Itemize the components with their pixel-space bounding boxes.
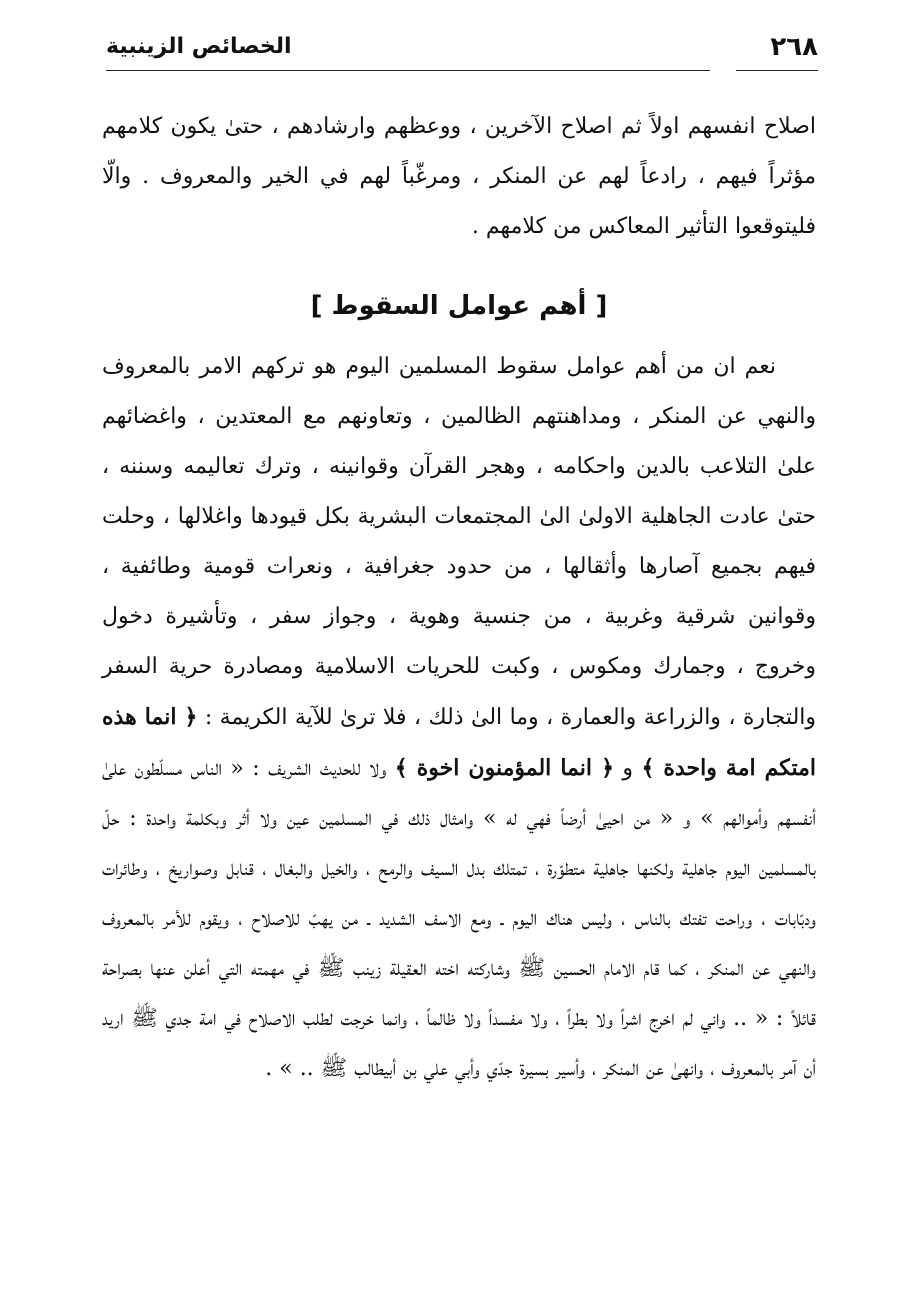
quran-verse-1: ﴿ انما هذه امتكم امة واحدة ﴾ — [102, 704, 816, 781]
body-text-part2: ولا للحديث الشريف : « الناس مسلّطون علىٰ أنفسهم وأموالهم » و « من احيىٰ أرضاً فهي له » وامثال ذلك في المسلمين عين ولا أثر وبكلمة واحدة : حلّ بالمسلمين اليوم جاهلية ولكنها جاهلية متطوّرة ، تمتلك بدل السيف والرمح ، والخيل والبغال ، قنابل وصواريخ ، وطائرات ودبّابات ، وراحت تفتك بالناس ، وليس هناك اليوم ـ ومع الاسف الشديد ـ من يهبّ للاصلاح ، ويقوم للأمر بالمعروف والنهي عن المنكر ، كما قام الامام الحسين ﷺ وشاركته اخته العقيلة زينب ﷺ في مهمته التي أعلن عنها بصراحة قائلاً : « .. واني لم اخرج اشراً ولا بطراً ، ولا مفسداً ولا ظالماً ، وانما خرجت لطلب الاصلاح في امة جدي ﷺ اريد أن آمر بالمعروف ، وانهىٰ عن المنكر ، وأسير بسيرة جدّي وأبي علي بن أبيطالب ﷺ .. » . — [102, 756, 816, 1081]
quran-verse-2: ﴿ انما المؤمنون اخوة ﴾ — [394, 755, 614, 781]
header-rule-left — [106, 70, 710, 71]
running-title: الخصائص الزينبية — [106, 34, 292, 59]
intro-paragraph: اصلاح انفسهم اولاً ثم اصلاح الآخرين ، ووعظهم وارشادهم ، حتىٰ يكون كلامهم مؤثراً فيهم ، رادعاً لهم عن المنكر ، ومرغّباً لهم في الخير والمعروف . والّا فليتوقعوا التأثير المعاكس من كلامهم . — [102, 114, 816, 239]
body-conjunction: و — [613, 756, 642, 781]
page-number: ٢٦٨ — [770, 32, 818, 62]
section-heading: [ أهم عوامل السقوط ] — [310, 291, 608, 321]
body-text-part1: نعم ان من أهم عوامل سقوط المسلمين اليوم هو تركهم الامر بالمعروف والنهي عن المنكر ، ومداهنتهم الظالمين ، وتعاونهم مع المعتدين ، واغضائهم علىٰ التلاعب بالدين واحكامه ، وهجر القرآن وقوانينه ، وترك تعاليمه وسننه ، حتىٰ عادت الجاهلية الاولىٰ الىٰ المجتمعات البشرية بكل قيودها واغلالها ، وحلت فيهم بجميع آصارها وأثقالها ، من حدود جغرافية ، ونعرات قومية وطائفية ، وقوانين شرقية وغربية ، من جنسية وهوية ، وجواز سفر ، وتأشيرة دخول وخروج ، وجمارك ومكوس ، وكبت للحريات الاسلامية ومصادرة حرية السفر والتجارة ، والزراعة والعمارة ، وما الىٰ ذلك ، فلا ترىٰ للآية الكريمة : — [102, 354, 817, 730]
header-rule-right — [736, 70, 818, 71]
page-header — [102, 28, 818, 72]
page-content — [102, 102, 816, 1094]
body-paragraph — [102, 342, 816, 1094]
